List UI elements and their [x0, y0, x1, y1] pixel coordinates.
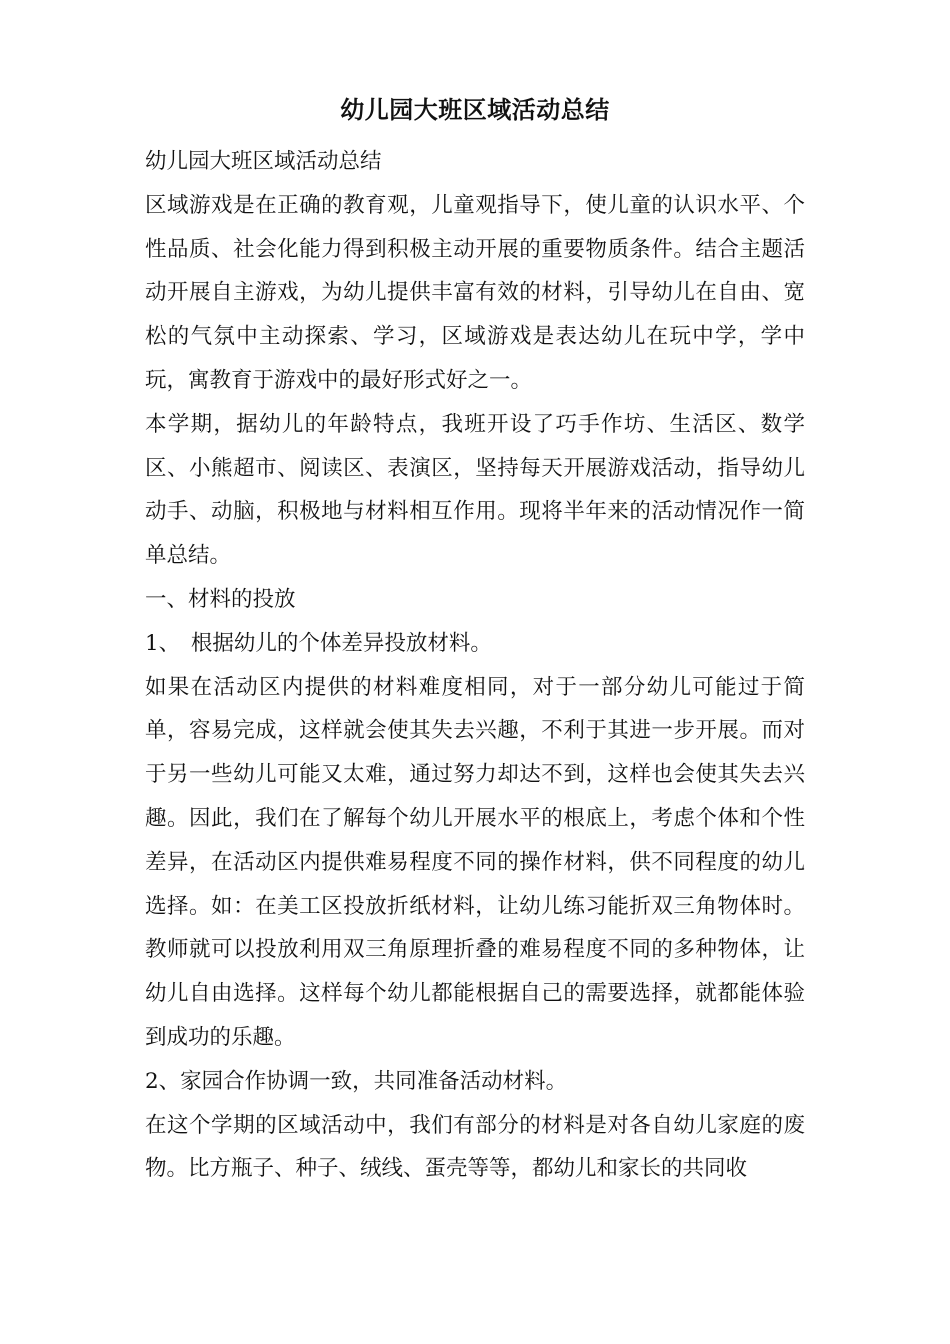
- document-title: 幼儿园大班区域活动总结: [340, 95, 610, 124]
- section-heading-materials: 一、材料的投放: [145, 586, 296, 612]
- paragraph-home-cooperation: 在这个学期的区域活动中，我们有部分的材料是对各自幼儿家庭的废物。比方瓶子、种子、绒线、蛋壳等等，都幼儿和家长的共同收: [145, 1112, 805, 1182]
- paragraph-semester: 本学期，据幼儿的年龄特点，我班开设了巧手作坊、生活区、数学区、小熊超市、阅读区、表演区，坚持每天开展游戏活动，指导幼儿动手、动脑，积极地与材料相互作用。现将半年来的活动情况作一简单总结。: [145, 411, 805, 569]
- subheading-individual-differences: 1、 根据幼儿的个体差异投放材料。: [145, 630, 492, 656]
- subheading-home-cooperation: 2、家园合作协调一致，共同准备活动材料。: [145, 1068, 568, 1094]
- paragraph-intro: 区域游戏是在正确的教育观，儿童观指导下，使儿童的认识水平、个性品质、社会化能力得到积极主动开展的重要物质条件。结合主题活动开展自主游戏，为幼儿提供丰富有效的材料，引导幼儿在自由、宽松的气氛中主动探索、学习，区域游戏是表达幼儿在玩中学，学中玩，寓教育于游戏中的最好形式好之一。: [145, 192, 805, 393]
- paragraph-individual-differences: 如果在活动区内提供的材料难度相同，对于一部分幼儿可能过于简单，容易完成，这样就会使其失去兴趣，不利于其进一步开展。而对于另一些幼儿可能又太难，通过努力却达不到，这样也会使其失去兴趣。因此，我们在了解每个幼儿开展水平的根底上，考虑个体和个性差异，在活动区内提供难易程度不同的操作材料，供不同程度的幼儿选择。如：在美工区投放折纸材料，让幼儿练习能折双三角物体时。教师就可以投放利用双三角原理折叠的难易程度不同的多种物体，让幼儿自由选择。这样每个幼儿都能根据自己的需要选择，就都能体验到成功的乐趣。: [145, 674, 805, 1050]
- paragraph-subtitle: 幼儿园大班区域活动总结: [145, 149, 382, 174]
- document-body: [145, 140, 805, 1191]
